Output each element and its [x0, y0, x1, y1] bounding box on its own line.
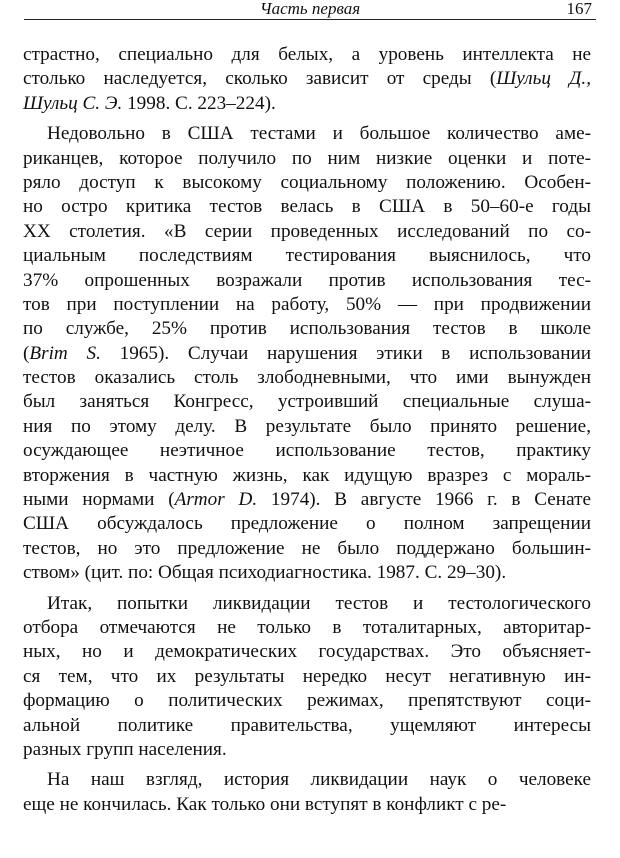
- text-line: [23, 561, 591, 585]
- text-run: 1965). Случаи нарушения этики в использовании: [100, 342, 591, 364]
- text-line: [23, 293, 591, 317]
- text-line: [23, 464, 591, 488]
- text-run: США обсуждалось предложение о полном запрещении: [23, 513, 591, 535]
- text-run: На наш взгляд, история ликвидации наук о человеке: [47, 769, 591, 791]
- text-line: [23, 714, 591, 738]
- text-line: [23, 738, 591, 762]
- text-line: [23, 488, 591, 512]
- text-line: [23, 616, 591, 640]
- text-run: (: [23, 342, 30, 364]
- page-number: 167: [566, 0, 592, 18]
- text-run: альной политике правительства, ущемляют интересы: [23, 714, 591, 736]
- citation-author: Brim S.: [29, 342, 101, 364]
- text-run: ся тем, что их результаты нередко несут негативную ин-: [23, 665, 591, 687]
- text-run: циальным последствиям тестирования выяснилось, что: [23, 245, 591, 267]
- text-line: [23, 244, 591, 268]
- text-run: по службе, 25% против использования тестов в школе: [23, 318, 591, 340]
- text-line: [23, 220, 591, 244]
- text-run: Итак, попытки ликвидации тестов и тестологического: [47, 592, 591, 614]
- text-run: отбора отмечаются не только в тоталитарных, авторитар-: [23, 616, 591, 638]
- text-run: еще не кончилась. Как только они вступят в конфликт с ре-: [23, 793, 507, 815]
- text-line: [23, 92, 591, 116]
- text-line: [23, 43, 591, 67]
- citation-author: Шульц С. Э.: [23, 92, 123, 114]
- text-run: формацию о политических режимах, препятствуют соци-: [23, 690, 591, 712]
- text-run: осуждающее неэтичное использование тестов, практику: [23, 440, 591, 462]
- text-line: [23, 793, 591, 817]
- text-line: [23, 147, 591, 171]
- text-line: [23, 689, 591, 713]
- text-run: тестов, но это предложение не было поддержано большин-: [23, 537, 591, 559]
- text-run: риканцев, которое получило по ним низкие оценки и поте-: [23, 147, 591, 169]
- text-run: ными нормами (: [23, 489, 175, 511]
- text-line: [23, 366, 591, 390]
- text-line: [23, 317, 591, 341]
- text-run: 37% опрошенных возражали против использования тес-: [23, 269, 591, 291]
- text-run: ряло доступ к высокому социальному положению. Особен-: [23, 171, 591, 193]
- text-run: тестов оказались столь злободневными, что ими вынужден: [23, 367, 591, 389]
- paragraph: [23, 43, 591, 116]
- text-line: [23, 390, 591, 414]
- text-line: [23, 269, 591, 293]
- text-run: ных, но и демократических государствах. Это объясняет-: [23, 641, 591, 663]
- text-run: был заняться Конгресс, устроивший специальные слуша-: [23, 391, 591, 413]
- paragraph: [23, 768, 591, 817]
- text-line: [23, 171, 591, 195]
- text-run: Недовольно в США тестами и большое количество аме-: [47, 123, 591, 145]
- text-line: [23, 122, 591, 146]
- text-run: столько наследуется, сколько зависит от среды (: [23, 68, 497, 90]
- body-text: [23, 43, 591, 817]
- text-run: ния по этому делу. В результате было принято решение,: [23, 415, 591, 437]
- citation-author: Шульц Д.,: [496, 68, 591, 90]
- text-line: [23, 415, 591, 439]
- text-line: [23, 67, 591, 91]
- section-title: Часть первая: [259, 0, 361, 18]
- text-run: но остро критика тестов велась в США в 50–60-е годы: [23, 196, 591, 218]
- text-run: страстно, специально для белых, а уровень интеллекта не: [23, 44, 591, 65]
- header-rule: [24, 19, 596, 20]
- text-line: [23, 512, 591, 536]
- text-line: [23, 768, 591, 792]
- text-line: [23, 592, 591, 616]
- text-run: 1998. С. 223–224).: [122, 92, 276, 114]
- paragraph: [23, 122, 591, 585]
- text-line: [23, 439, 591, 463]
- text-run: XX столетия. «В серии проведенных исследований по со-: [23, 220, 591, 242]
- text-line: [23, 665, 591, 689]
- citation-author: Armor D.: [174, 489, 258, 511]
- text-run: разных групп населения.: [23, 738, 227, 760]
- text-line: [23, 640, 591, 664]
- text-line: [23, 195, 591, 219]
- text-run: тов при поступлении на работу, 50% — при продвижении: [23, 293, 591, 315]
- paragraph: [23, 592, 591, 763]
- text-run: 1974). В августе 1966 г. в Сенате: [257, 489, 591, 511]
- page-header: [24, 0, 596, 22]
- text-line: [23, 342, 591, 366]
- text-run: вторжения в частную жизнь, как идущую вразрез с мораль-: [23, 464, 591, 486]
- text-line: [23, 537, 591, 561]
- text-run: ством» (цит. по: Общая психодиагностика. 1987. С. 29–30).: [23, 562, 507, 584]
